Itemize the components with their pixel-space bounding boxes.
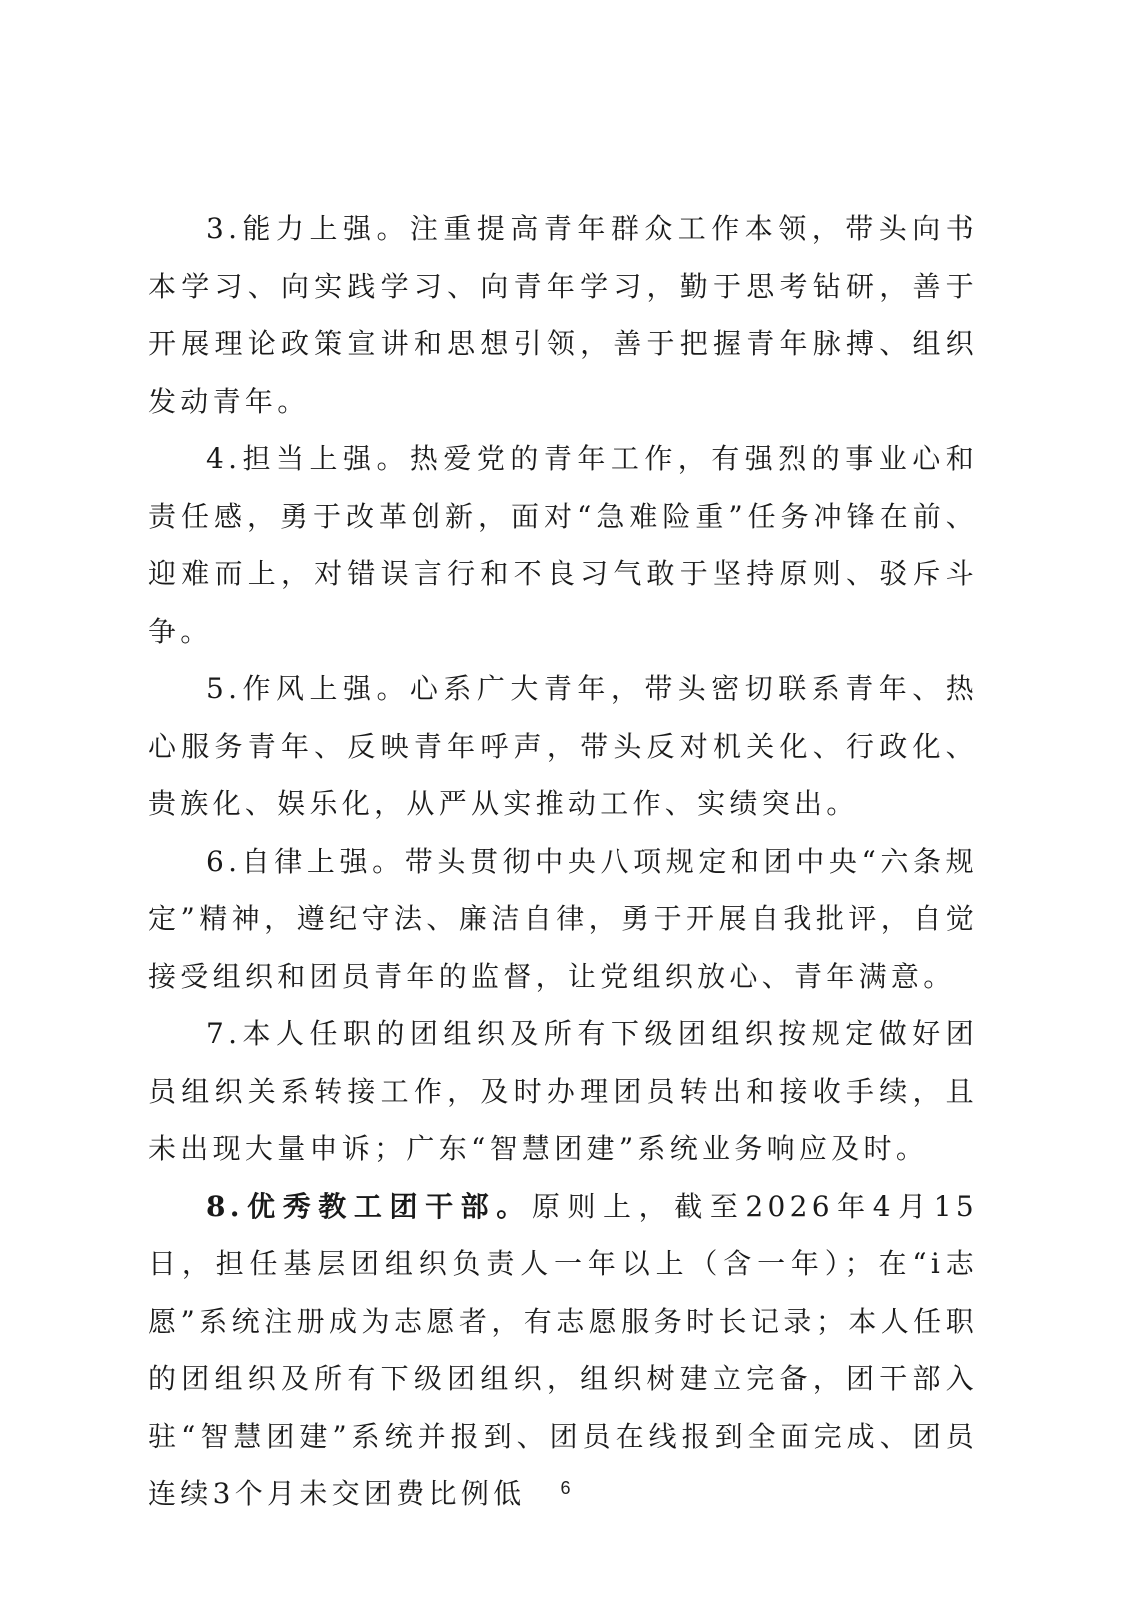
paragraph-organization-transfer [148, 1005, 978, 1178]
paragraph-lead: 8.优秀教工团干部。 [206, 1189, 532, 1223]
paragraph-text: 3.能力上强。注重提高青年群众工作本领，带头向书本学习、向实践学习、向青年学习，勤于思考钻研，善于开展理论政策宣讲和思想引领，善于把握青年脉搏、组织发动青年。 [148, 212, 978, 418]
page-number: 6 [560, 1478, 571, 1498]
paragraph-excellent-faculty-cadre [148, 1178, 978, 1523]
paragraph-self-discipline [148, 833, 978, 1006]
paragraph-text: 7.本人任职的团组织及所有下级团组织按规定做好团员组织关系转接工作，及时办理团员转出和接收手续，且未出现大量申诉；广东“智慧团建”系统业务响应及时。 [148, 1017, 978, 1165]
paragraph-responsibility [148, 430, 978, 660]
paragraph-text: 6.自律上强。带头贯彻中央八项规定和团中央“六条规定”精神，遵纪守法、廉洁自律，勇于开展自我批评，自觉接受组织和团员青年的监督，让党组织放心、青年满意。 [148, 844, 978, 993]
paragraph-text: 原则上，截至2026年4月15日，担任基层团组织负责人一年以上（含一年）；在“i志愿”系统注册成为志愿者，有志愿服务时长记录；本人任职的团组织及所有下级团组织，组织树建立完备，团干部入驻“智慧团建”系统并报到、团员在线报到全面完成、团员连续3个月未交团费比例低 [148, 1189, 979, 1510]
document-body [148, 200, 978, 1523]
paragraph-ability [148, 200, 978, 430]
paragraph-text: 4.担当上强。热爱党的青年工作，有强烈的事业心和责任感，勇于改革创新，面对“急难险重”任务冲锋在前、迎难而上，对错误言行和不良习气敢于坚持原则、驳斥斗争。 [148, 442, 978, 648]
paragraph-work-style [148, 660, 978, 833]
paragraph-text: 5.作风上强。心系广大青年，带头密切联系青年、热心服务青年、反映青年呼声，带头反对机关化、行政化、贵族化、娱乐化，从严从实推动工作、实绩突出。 [148, 672, 978, 820]
